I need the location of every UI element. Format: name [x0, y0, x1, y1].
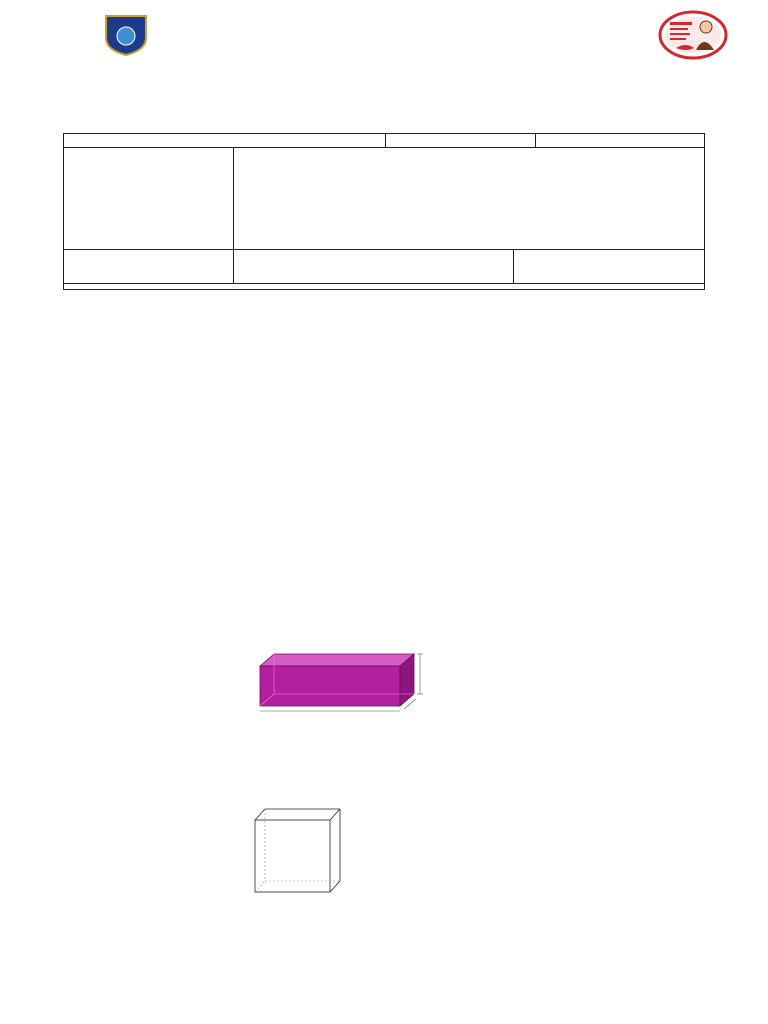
prism-top-face [260, 654, 414, 666]
subject-cell [64, 148, 234, 250]
school-logo [102, 14, 150, 61]
q1-option-b[interactable] [107, 481, 129, 496]
instructions-cell [64, 284, 705, 290]
score-obtained-field[interactable] [233, 250, 514, 284]
q1-option-a[interactable] [107, 463, 129, 478]
q2-option-a[interactable] [107, 634, 129, 649]
religious-emblem-icon [658, 10, 728, 60]
prism-figure-3 [245, 806, 390, 913]
q1-option-c[interactable] [107, 498, 129, 513]
q2-option-c[interactable] [107, 669, 129, 684]
info-table [63, 133, 705, 290]
q3-option-a[interactable] [107, 790, 129, 802]
q2-option-d[interactable] [107, 686, 129, 701]
q3-option-b[interactable] [107, 807, 129, 819]
total-score [64, 250, 234, 284]
course-cell [536, 134, 705, 148]
q3-option-d[interactable] [107, 841, 129, 853]
right-logo [658, 10, 728, 65]
student-name-field[interactable] [64, 134, 386, 148]
objective-cell [233, 148, 704, 250]
q2-option-b[interactable] [107, 652, 129, 667]
q3-option-c[interactable] [107, 824, 129, 836]
grade-field[interactable] [514, 250, 705, 284]
school-crest-icon [102, 14, 150, 56]
prism-front-face [260, 666, 400, 706]
date-cell [386, 134, 536, 148]
q1-option-d[interactable] [107, 515, 129, 530]
prism-figure-2 [252, 646, 442, 731]
